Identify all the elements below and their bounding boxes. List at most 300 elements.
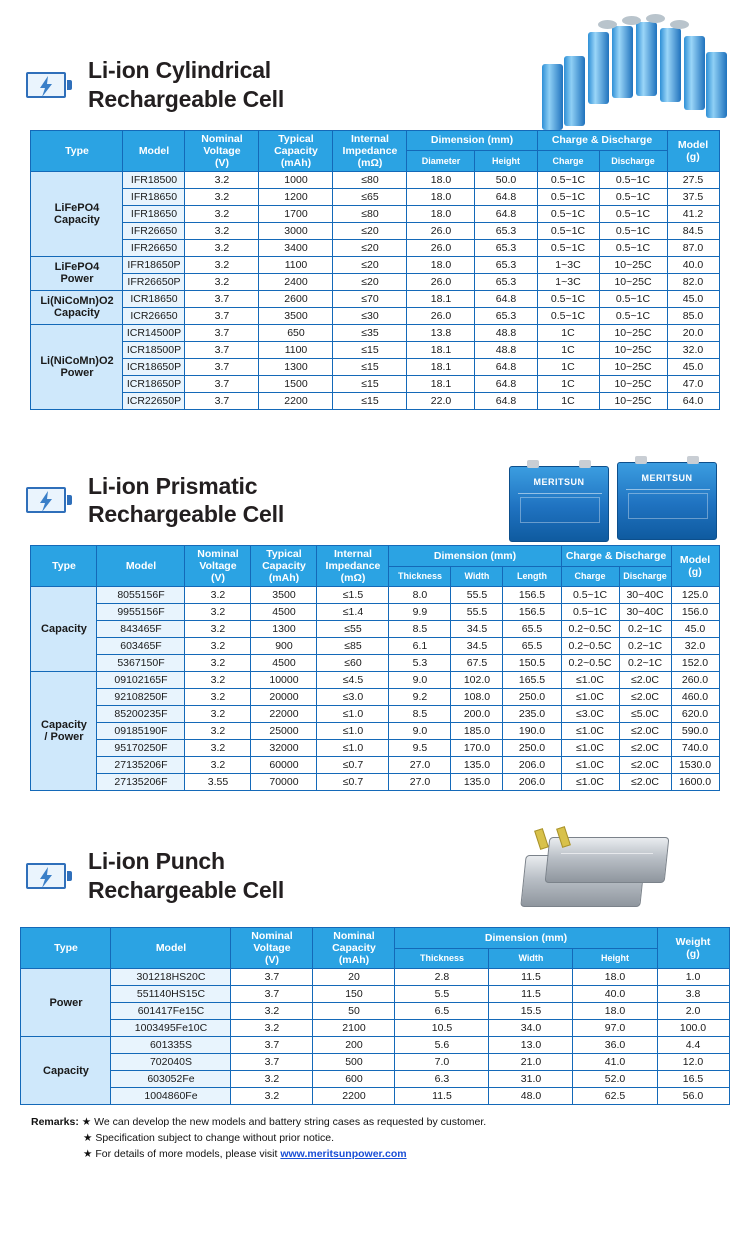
hdr-line: Nominal xyxy=(201,132,243,145)
cell-model: 27135206F xyxy=(97,757,185,774)
table-row xyxy=(31,774,719,791)
cell-thickness: 8.0 xyxy=(389,587,451,604)
table-row xyxy=(31,655,719,672)
cell-thickness: 7.0 xyxy=(395,1054,489,1071)
cell-charge: ≤1.0C xyxy=(561,689,619,706)
hdr-line: (V) xyxy=(210,572,225,585)
header-height: Height xyxy=(475,151,537,172)
hdr-line: Capacity xyxy=(262,560,306,573)
cell-length: 206.0 xyxy=(503,774,561,791)
cell-model: IFR18650 xyxy=(123,205,185,222)
cell-thickness: 5.6 xyxy=(395,1037,489,1054)
cell-voltage: 3.55 xyxy=(185,774,251,791)
cell-model: 601417Fe15C xyxy=(111,1003,231,1020)
cell-capacity: 900 xyxy=(251,638,317,655)
cell-model: IFR18650P xyxy=(123,256,185,273)
cell-thickness: 9.0 xyxy=(389,672,451,689)
cell-weight: 20.0 xyxy=(667,324,719,341)
cell-discharge: ≤2.0C xyxy=(619,774,671,791)
cell-width: 135.0 xyxy=(451,757,503,774)
remark-text-1: We can develop the new models and battery string cases as requested by customer. xyxy=(94,1116,487,1129)
remark-text-3: For details of more models, please visit xyxy=(95,1147,281,1160)
punch-spec-table xyxy=(20,927,729,1105)
hdr-line: (mAh) xyxy=(338,954,370,966)
table-row xyxy=(31,188,719,205)
hdr-line: Voltage xyxy=(203,144,241,157)
table-row xyxy=(21,986,729,1003)
header-nominal-voltage xyxy=(185,546,251,587)
cell-capacity: 4500 xyxy=(251,655,317,672)
cell-weight: 620.0 xyxy=(671,706,719,723)
cell-weight: 40.0 xyxy=(667,256,719,273)
cell-height: 40.0 xyxy=(573,986,657,1003)
table-row xyxy=(31,324,719,341)
cell-capacity: 3500 xyxy=(259,307,333,324)
cell-impedance: ≤3.0 xyxy=(317,689,389,706)
hdr-line: Model xyxy=(679,554,711,567)
table-header-row xyxy=(21,927,729,948)
cell-length: 65.5 xyxy=(503,621,561,638)
cell-charge: 0.5~1C xyxy=(537,239,599,256)
cell-voltage: 3.2 xyxy=(185,188,259,205)
cell-length: 190.0 xyxy=(503,723,561,740)
cell-thickness: 27.0 xyxy=(389,774,451,791)
type-cell xyxy=(31,256,123,290)
cell-charge: 0.2~0.5C xyxy=(561,621,619,638)
table-header-row xyxy=(31,546,719,567)
table-row xyxy=(31,341,719,358)
cell-diameter: 22.0 xyxy=(407,392,475,409)
cell-charge: 0.5~1C xyxy=(537,188,599,205)
cell-impedance: ≤20 xyxy=(333,222,407,239)
cell-width: 55.5 xyxy=(451,604,503,621)
hdr-line: (mΩ) xyxy=(340,572,366,585)
cell-discharge: 0.2~1C xyxy=(619,655,671,672)
cell-charge: ≤1.0C xyxy=(561,672,619,689)
cell-voltage: 3.2 xyxy=(185,604,251,621)
header-dimension: Dimension (mm) xyxy=(395,927,657,948)
cell-model: ICR18650P xyxy=(123,375,185,392)
cell-discharge: 30~40C xyxy=(619,604,671,621)
cell-voltage: 3.2 xyxy=(185,706,251,723)
type-cell xyxy=(31,290,123,324)
type-cell xyxy=(31,672,97,791)
cell-diameter: 26.0 xyxy=(407,307,475,324)
cell-weight: 1.0 xyxy=(657,969,729,986)
cell-capacity: 2400 xyxy=(259,273,333,290)
table-row xyxy=(31,171,719,188)
cell-weight: 45.0 xyxy=(667,290,719,307)
header-typical-capacity xyxy=(259,130,333,171)
table-row xyxy=(31,290,719,307)
cell-weight: 37.5 xyxy=(667,188,719,205)
table-row xyxy=(21,1003,729,1020)
cell-voltage: 3.2 xyxy=(185,239,259,256)
cell-model: 09102165F xyxy=(97,672,185,689)
cell-width: 34.5 xyxy=(451,638,503,655)
cell-thickness: 9.0 xyxy=(389,723,451,740)
cell-impedance: ≤1.0 xyxy=(317,706,389,723)
cell-voltage: 3.2 xyxy=(185,689,251,706)
header-dimension: Dimension (mm) xyxy=(389,546,561,567)
cell-charge: 0.5~1C xyxy=(537,307,599,324)
section-cylindrical xyxy=(0,0,750,410)
cell-charge: ≤3.0C xyxy=(561,706,619,723)
cell-model: IFR18500 xyxy=(123,171,185,188)
cell-impedance: ≤0.7 xyxy=(317,757,389,774)
cell-thickness: 5.3 xyxy=(389,655,451,672)
cell-height: 97.0 xyxy=(573,1020,657,1037)
cell-weight: 45.0 xyxy=(671,621,719,638)
hdr-line: Nominal xyxy=(251,929,293,942)
cell-charge: 1C xyxy=(537,324,599,341)
cell-discharge: ≤2.0C xyxy=(619,689,671,706)
header-internal-impedance xyxy=(317,546,389,587)
cell-charge: ≤1.0C xyxy=(561,740,619,757)
cell-impedance: ≤30 xyxy=(333,307,407,324)
cell-voltage: 3.2 xyxy=(185,205,259,222)
website-link[interactable]: www.meritsunpower.com xyxy=(280,1147,407,1160)
cell-weight: 84.5 xyxy=(667,222,719,239)
cell-capacity: 1100 xyxy=(259,256,333,273)
remarks-block xyxy=(31,1115,719,1170)
cell-weight: 100.0 xyxy=(657,1020,729,1037)
table-row xyxy=(31,723,719,740)
cell-voltage: 3.2 xyxy=(185,171,259,188)
header-weight xyxy=(671,546,719,587)
cell-voltage: 3.2 xyxy=(185,655,251,672)
table-row xyxy=(31,587,719,604)
hdr-line: (mAh) xyxy=(268,572,300,585)
table-row xyxy=(31,307,719,324)
cell-length: 156.5 xyxy=(503,604,561,621)
type-line: Li(NiCoMn)O2 xyxy=(40,295,114,308)
star-icon: ★ xyxy=(83,1131,93,1144)
cell-charge: 1C xyxy=(537,392,599,409)
header-type: Type xyxy=(21,927,111,968)
cell-impedance: ≤1.0 xyxy=(317,723,389,740)
cell-discharge: ≤2.0C xyxy=(619,672,671,689)
hdr-line: Impedance xyxy=(325,560,381,573)
cell-model: ICR14500P xyxy=(123,324,185,341)
cell-voltage: 3.7 xyxy=(185,307,259,324)
cell-diameter: 18.1 xyxy=(407,375,475,392)
cell-height: 36.0 xyxy=(573,1037,657,1054)
hdr-line: (V) xyxy=(214,156,229,169)
cell-impedance: ≤15 xyxy=(333,392,407,409)
cell-impedance: ≤70 xyxy=(333,290,407,307)
header-type: Type xyxy=(31,130,123,171)
cell-voltage: 3.7 xyxy=(231,1054,313,1071)
cell-model: IFR26650 xyxy=(123,239,185,256)
cell-voltage: 3.2 xyxy=(231,1088,313,1105)
cell-width: 48.0 xyxy=(489,1088,573,1105)
cell-charge: 0.5~1C xyxy=(561,604,619,621)
cell-voltage: 3.7 xyxy=(185,375,259,392)
brand-label: MERITSUN xyxy=(533,476,585,487)
header-width: Width xyxy=(451,566,503,587)
cell-charge: ≤1.0C xyxy=(561,774,619,791)
punch-table-body xyxy=(21,969,729,1105)
cell-voltage: 3.2 xyxy=(185,621,251,638)
cell-capacity: 1000 xyxy=(259,171,333,188)
battery-icon xyxy=(26,859,72,893)
cell-height: 18.0 xyxy=(573,1003,657,1020)
cell-width: 170.0 xyxy=(451,740,503,757)
type-line: LiFePO4 xyxy=(54,261,100,274)
cell-discharge: 30~40C xyxy=(619,587,671,604)
hdr-line: (mΩ) xyxy=(357,156,383,169)
type-cell xyxy=(31,324,123,409)
cell-width: 135.0 xyxy=(451,774,503,791)
cell-capacity: 650 xyxy=(259,324,333,341)
cell-height: 65.3 xyxy=(475,307,537,324)
cell-discharge: 0.5~1C xyxy=(599,307,667,324)
cell-height: 64.8 xyxy=(475,358,537,375)
type-cell: Capacity xyxy=(31,587,97,672)
cell-capacity: 70000 xyxy=(251,774,317,791)
section-header-cylindrical xyxy=(0,0,750,124)
cell-weight: 64.0 xyxy=(667,392,719,409)
cell-capacity: 200 xyxy=(313,1037,395,1054)
header-dimension: Dimension (mm) xyxy=(407,130,537,151)
cell-discharge: 0.5~1C xyxy=(599,205,667,222)
table-row xyxy=(31,689,719,706)
type-cell: Power xyxy=(21,969,111,1037)
cell-height: 48.8 xyxy=(475,341,537,358)
header-type: Type xyxy=(31,546,97,587)
cell-charge: ≤1.0C xyxy=(561,723,619,740)
cell-voltage: 3.2 xyxy=(185,273,259,290)
cell-height: 64.8 xyxy=(475,290,537,307)
header-model: Model xyxy=(97,546,185,587)
cell-voltage: 3.2 xyxy=(185,757,251,774)
hdr-line: Voltage xyxy=(253,941,291,954)
cell-model: ICR26650 xyxy=(123,307,185,324)
cell-model: 8055156F xyxy=(97,587,185,604)
cell-capacity: 3000 xyxy=(259,222,333,239)
prismatic-spec-table xyxy=(30,545,719,791)
header-model: Model xyxy=(123,130,185,171)
cell-diameter: 26.0 xyxy=(407,222,475,239)
table-row xyxy=(21,969,729,986)
cell-voltage: 3.7 xyxy=(231,969,313,986)
cell-weight: 1600.0 xyxy=(671,774,719,791)
cell-discharge: 10~25C xyxy=(599,375,667,392)
cell-charge: 1C xyxy=(537,375,599,392)
remark-text-2: Specification subject to change without prior notice. xyxy=(95,1131,335,1144)
cell-height: 64.8 xyxy=(475,205,537,222)
table-row xyxy=(31,757,719,774)
page-title: Li-ion Cylindrical Rechargeable Cell xyxy=(88,57,285,112)
remark-line-1 xyxy=(31,1115,719,1131)
cell-height: 48.8 xyxy=(475,324,537,341)
header-internal-impedance xyxy=(333,130,407,171)
cell-model: ICR18650 xyxy=(123,290,185,307)
hdr-line: Nominal xyxy=(197,548,239,561)
hdr-line: Capacity xyxy=(274,144,318,157)
cell-capacity: 500 xyxy=(313,1054,395,1071)
table-row xyxy=(21,1071,729,1088)
cylindrical-table-body xyxy=(31,171,719,409)
cell-length: 150.5 xyxy=(503,655,561,672)
cell-diameter: 18.0 xyxy=(407,205,475,222)
cell-weight: 45.0 xyxy=(667,358,719,375)
cell-discharge: 0.5~1C xyxy=(599,188,667,205)
cell-impedance: ≤15 xyxy=(333,375,407,392)
cell-model: 301218HS20C xyxy=(111,969,231,986)
table-row xyxy=(21,1037,729,1054)
cell-thickness: 6.1 xyxy=(389,638,451,655)
cell-impedance: ≤1.0 xyxy=(317,740,389,757)
cell-weight: 85.0 xyxy=(667,307,719,324)
cell-weight: 27.5 xyxy=(667,171,719,188)
cell-discharge: ≤2.0C xyxy=(619,723,671,740)
cell-capacity: 2600 xyxy=(259,290,333,307)
cell-impedance: ≤0.7 xyxy=(317,774,389,791)
header-discharge: Discharge xyxy=(619,566,671,587)
header-nominal-voltage xyxy=(231,927,313,968)
section-punch xyxy=(0,817,750,1105)
cell-weight: 740.0 xyxy=(671,740,719,757)
cell-impedance: ≤1.5 xyxy=(317,587,389,604)
header-height: Height xyxy=(573,948,657,969)
hdr-line: (g) xyxy=(688,566,702,579)
header-weight xyxy=(667,130,719,171)
cell-width: 67.5 xyxy=(451,655,503,672)
cell-discharge: 0.5~1C xyxy=(599,239,667,256)
cell-width: 102.0 xyxy=(451,672,503,689)
cell-capacity: 32000 xyxy=(251,740,317,757)
cell-discharge: ≤2.0C xyxy=(619,740,671,757)
cell-voltage: 3.7 xyxy=(231,1037,313,1054)
cell-capacity: 1100 xyxy=(259,341,333,358)
cell-model: ICR18500P xyxy=(123,341,185,358)
cell-discharge: 0.2~1C xyxy=(619,638,671,655)
type-cell xyxy=(31,171,123,256)
table-row xyxy=(31,672,719,689)
hdr-line: Nominal xyxy=(333,929,375,942)
header-thickness: Thickness xyxy=(395,948,489,969)
cell-voltage: 3.7 xyxy=(231,986,313,1003)
cell-thickness: 10.5 xyxy=(395,1020,489,1037)
cell-diameter: 18.0 xyxy=(407,188,475,205)
cell-height: 50.0 xyxy=(475,171,537,188)
cell-height: 52.0 xyxy=(573,1071,657,1088)
table-row xyxy=(21,1054,729,1071)
cell-voltage: 3.7 xyxy=(185,290,259,307)
cell-voltage: 3.2 xyxy=(185,638,251,655)
hdr-line: Internal xyxy=(334,548,372,561)
cell-height: 65.3 xyxy=(475,273,537,290)
cell-weight: 32.0 xyxy=(671,638,719,655)
cell-thickness: 5.5 xyxy=(395,986,489,1003)
header-charge: Charge xyxy=(537,151,599,172)
table-row xyxy=(31,740,719,757)
cell-impedance: ≤15 xyxy=(333,358,407,375)
section-title-punch: Li-ion Punch Rechargeable Cell xyxy=(88,848,285,904)
cell-model: IFR18650 xyxy=(123,188,185,205)
cell-model: IFR26650 xyxy=(123,222,185,239)
hdr-line: Typical xyxy=(266,548,302,561)
section-title-prismatic: Li-ion Prismatic Rechargeable Cell xyxy=(88,472,285,528)
table-row xyxy=(21,1020,729,1037)
cell-charge: 0.5~1C xyxy=(561,587,619,604)
cell-weight: 460.0 xyxy=(671,689,719,706)
hdr-line: (mAh) xyxy=(280,156,312,169)
cell-model: ICR22650P xyxy=(123,392,185,409)
cell-voltage: 3.7 xyxy=(185,358,259,375)
cell-discharge: 0.5~1C xyxy=(599,222,667,239)
hdr-line: Voltage xyxy=(199,560,237,573)
cell-thickness: 9.9 xyxy=(389,604,451,621)
cell-voltage: 3.2 xyxy=(231,1071,313,1088)
cell-model: 1003495Fe10C xyxy=(111,1020,231,1037)
cell-height: 64.8 xyxy=(475,188,537,205)
table-row xyxy=(31,358,719,375)
cell-charge: 0.5~1C xyxy=(537,205,599,222)
cell-capacity: 20000 xyxy=(251,689,317,706)
section-header-prismatic xyxy=(0,436,750,540)
cell-weight: 1530.0 xyxy=(671,757,719,774)
cell-weight: 16.5 xyxy=(657,1071,729,1088)
cell-model: 92108250F xyxy=(97,689,185,706)
cell-impedance: ≤80 xyxy=(333,205,407,222)
hdr-line: Internal xyxy=(351,132,389,145)
cell-width: 31.0 xyxy=(489,1071,573,1088)
cell-voltage: 3.2 xyxy=(185,672,251,689)
cell-capacity: 1700 xyxy=(259,205,333,222)
cell-discharge: 0.5~1C xyxy=(599,290,667,307)
cell-thickness: 9.5 xyxy=(389,740,451,757)
cell-diameter: 18.0 xyxy=(407,256,475,273)
cell-impedance: ≤65 xyxy=(333,188,407,205)
cell-charge: 1C xyxy=(537,358,599,375)
cell-weight: 590.0 xyxy=(671,723,719,740)
cell-weight: 47.0 xyxy=(667,375,719,392)
cell-voltage: 3.2 xyxy=(231,1020,313,1037)
cell-width: 34.0 xyxy=(489,1020,573,1037)
cell-width: 11.5 xyxy=(489,986,573,1003)
remark-line-2 xyxy=(31,1131,719,1147)
cell-charge: 1C xyxy=(537,341,599,358)
type-line: LiFePO4 xyxy=(54,201,100,214)
cell-discharge: 10~25C xyxy=(599,256,667,273)
table-row xyxy=(31,239,719,256)
table-row xyxy=(31,638,719,655)
cell-voltage: 3.2 xyxy=(185,587,251,604)
prismatic-table-body xyxy=(31,587,719,791)
cell-weight: 125.0 xyxy=(671,587,719,604)
cell-discharge: 10~25C xyxy=(599,392,667,409)
cell-voltage: 3.7 xyxy=(185,392,259,409)
cell-width: 21.0 xyxy=(489,1054,573,1071)
cell-height: 62.5 xyxy=(573,1088,657,1105)
cell-discharge: ≤5.0C xyxy=(619,706,671,723)
cell-impedance: ≤20 xyxy=(333,239,407,256)
cell-capacity: 1300 xyxy=(259,358,333,375)
cell-impedance: ≤85 xyxy=(317,638,389,655)
cell-length: 156.5 xyxy=(503,587,561,604)
cell-height: 18.0 xyxy=(573,969,657,986)
cell-width: 15.5 xyxy=(489,1003,573,1020)
cell-length: 250.0 xyxy=(503,689,561,706)
cell-capacity: 10000 xyxy=(251,672,317,689)
remark-line-3 xyxy=(31,1147,719,1163)
cell-weight: 41.2 xyxy=(667,205,719,222)
table-row xyxy=(31,375,719,392)
cell-model: 603465F xyxy=(97,638,185,655)
